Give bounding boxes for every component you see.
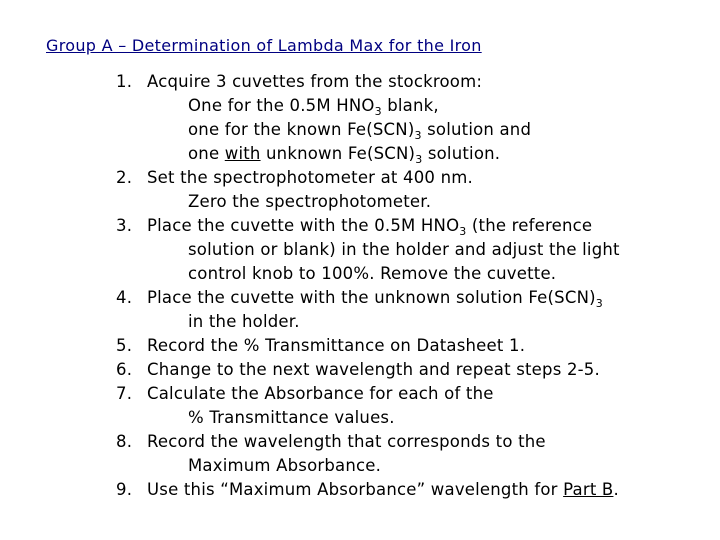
step-line: in the holder. bbox=[188, 312, 300, 331]
step-5 bbox=[116, 334, 716, 358]
step-line: control knob to 100%. Remove the cuvette. bbox=[188, 264, 557, 283]
step-line: Place the cuvette with the unknown solution $Fe(SCN)_3$ bbox=[147, 288, 603, 310]
step-line: one with unknown $Fe(SCN)_3$ solution. bbox=[188, 144, 501, 166]
step-line: Record the % Transmittance on Datasheet 1. bbox=[147, 336, 526, 355]
emphasis-with: with bbox=[224, 144, 261, 163]
step-8 bbox=[116, 430, 716, 478]
step-line: Maximum Absorbance. bbox=[188, 456, 382, 475]
step-number: 5. bbox=[116, 336, 133, 355]
step-9 bbox=[116, 478, 716, 502]
part-b-reference: Part B bbox=[563, 480, 614, 499]
step-line: Calculate the Absorbance for each of the bbox=[147, 384, 494, 403]
step-number: 9. bbox=[116, 480, 133, 499]
step-number: 1. bbox=[116, 72, 133, 91]
step-7 bbox=[116, 382, 716, 430]
step-number: 8. bbox=[116, 432, 133, 451]
step-number: 3. bbox=[116, 216, 133, 235]
step-line: Record the wavelength that corresponds to the bbox=[147, 432, 546, 451]
page-title: Group A – Determination of Lambda Max for the Iron bbox=[46, 36, 482, 55]
step-line: % Transmittance values. bbox=[188, 408, 395, 427]
procedure-steps-list bbox=[116, 70, 716, 502]
step-1 bbox=[116, 70, 716, 166]
step-6 bbox=[116, 358, 716, 382]
step-line: Zero the spectrophotometer. bbox=[188, 192, 432, 211]
step-line: Change to the next wavelength and repeat steps 2-5. bbox=[147, 360, 600, 379]
step-line: One for the 0.5M $HNO_3$ blank, bbox=[188, 96, 439, 118]
step-number: 6. bbox=[116, 360, 133, 379]
step-line: Use this “Maximum Absorbance” wavelength for Part B. bbox=[147, 480, 619, 499]
step-line: one for the known $Fe(SCN)_3$ solution and bbox=[188, 120, 532, 142]
step-number: 7. bbox=[116, 384, 133, 403]
step-4 bbox=[116, 286, 716, 334]
step-line: Place the cuvette with the 0.5M $HNO_3$ (the reference bbox=[147, 216, 593, 238]
step-3 bbox=[116, 214, 716, 286]
step-number: 2. bbox=[116, 168, 133, 187]
step-line: Set the spectrophotometer at 400 nm. bbox=[147, 168, 473, 187]
step-number: 4. bbox=[116, 288, 133, 307]
step-2 bbox=[116, 166, 716, 214]
step-line: solution or blank) in the holder and adjust the light bbox=[188, 240, 620, 259]
step-line: Acquire 3 cuvettes from the stockroom: bbox=[147, 72, 483, 91]
